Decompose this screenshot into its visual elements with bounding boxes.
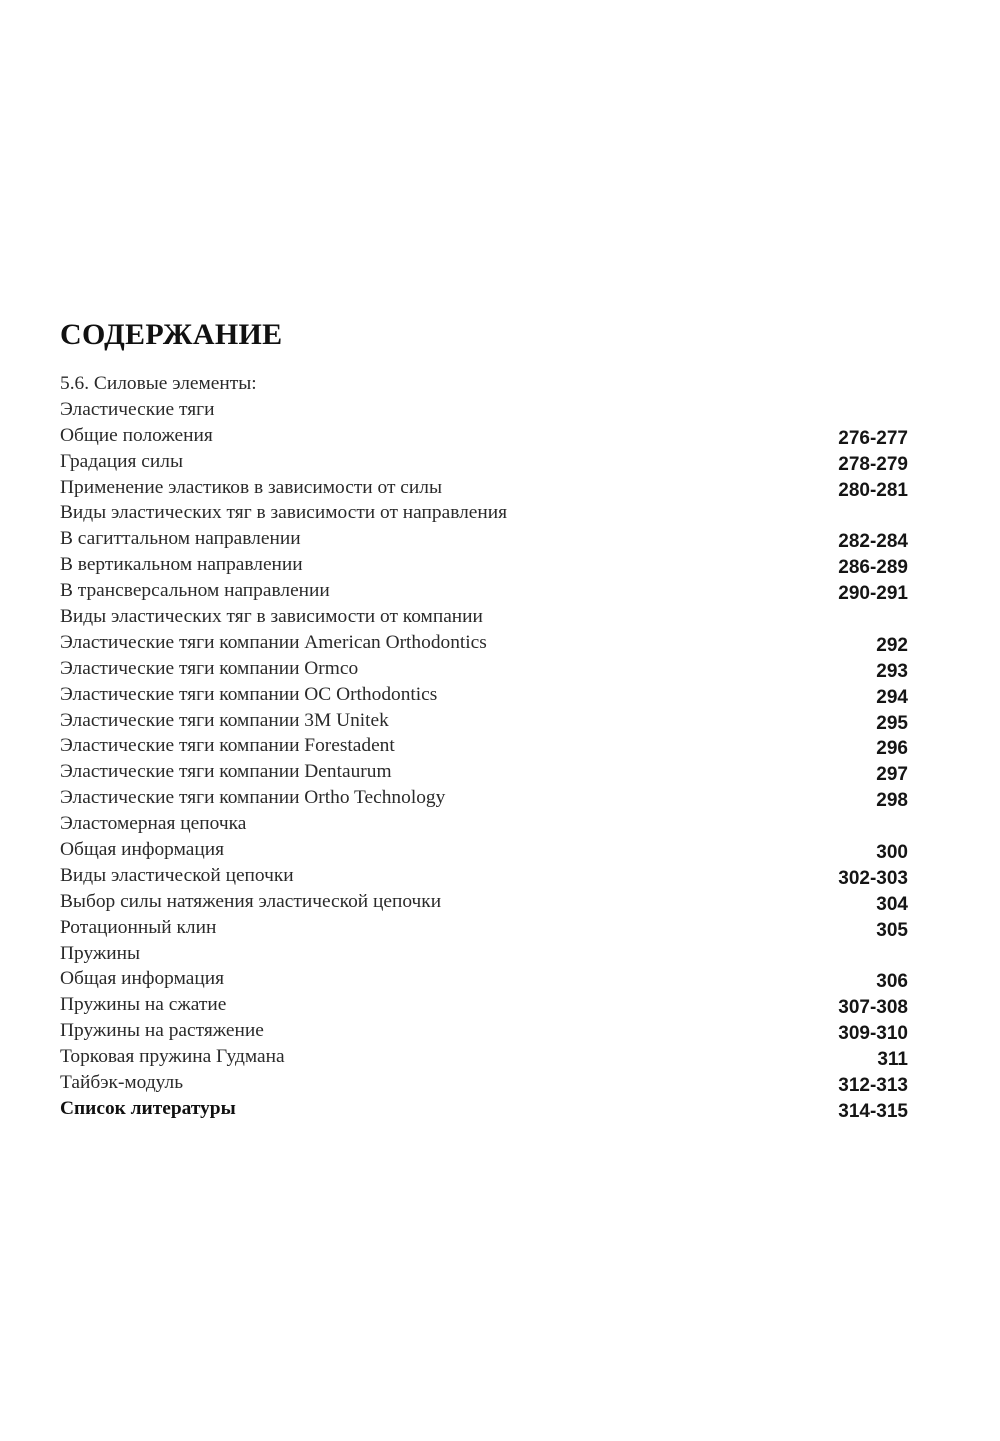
toc-entry xyxy=(60,449,908,475)
toc-entry-page: 292 xyxy=(876,634,908,656)
toc-entry-label: Эластомерная цепочка xyxy=(60,813,247,835)
toc-entry xyxy=(60,656,908,682)
toc-entry-page: 306 xyxy=(876,971,908,993)
toc-entry-label: Эластические тяги компании American Orthodontics xyxy=(60,631,487,653)
toc-entry-label: Торковая пружина Гудмана xyxy=(60,1046,285,1068)
toc-entry-page: 276-277 xyxy=(838,427,908,449)
toc-entry xyxy=(60,863,908,889)
toc-entry xyxy=(60,708,908,734)
toc-entry xyxy=(60,526,908,552)
toc-entry-page: 290-291 xyxy=(838,583,908,605)
toc-entry-label: Общие положения xyxy=(60,424,213,446)
toc-entry xyxy=(60,941,908,967)
toc-entry xyxy=(60,552,908,578)
toc-entry-label: Общая информация xyxy=(60,968,225,990)
toc-entry xyxy=(60,371,908,397)
toc-entry xyxy=(60,889,908,915)
toc-entry xyxy=(60,682,908,708)
toc-entry xyxy=(60,837,908,863)
toc-entry-label: Эластические тяги компании Ortho Technology xyxy=(60,787,446,809)
toc-entry-page: 297 xyxy=(876,764,908,786)
toc-entry-page: 311 xyxy=(877,1049,908,1071)
toc-entry-label: Пружины xyxy=(60,942,141,964)
toc-entry-label: Выбор силы натяжения эластической цепочки xyxy=(60,890,442,912)
toc-entry-page: 296 xyxy=(876,738,908,760)
toc-entry xyxy=(60,630,908,656)
toc-entry-label: Эластические тяги компании Ormco xyxy=(60,657,359,679)
toc-entry-label: Эластические тяги xyxy=(60,398,215,420)
toc-entry-page: 294 xyxy=(876,686,908,708)
toc-entry-page: 293 xyxy=(876,660,908,682)
toc-entry-page: 302-303 xyxy=(838,867,908,889)
toc-entry-page: 304 xyxy=(876,893,908,915)
toc-entry-label: Виды эластической цепочки xyxy=(60,864,294,886)
toc-entry xyxy=(60,1044,908,1070)
toc-entry-page: 300 xyxy=(876,842,908,864)
toc-entry-page: 295 xyxy=(876,712,908,734)
toc-entry xyxy=(60,966,908,992)
toc-entry xyxy=(60,759,908,785)
toc-entry-label: Эластические тяги компании OC Orthodontics xyxy=(60,683,438,705)
toc-entry-page: 278-279 xyxy=(838,453,908,475)
toc-entry-page: 312-313 xyxy=(838,1075,908,1097)
toc-entry xyxy=(60,604,908,630)
toc-entry-label: Применение эластиков в зависимости от силы xyxy=(60,476,442,498)
toc-entry-label: Виды эластических тяг в зависимости от направления xyxy=(60,502,508,524)
toc-entry-page: 314-315 xyxy=(838,1100,908,1122)
toc-entry-page: 280-281 xyxy=(838,479,908,501)
toc-entry-page: 286-289 xyxy=(838,557,908,579)
toc-entry xyxy=(60,423,908,449)
toc-entry xyxy=(60,397,908,423)
toc-entry-label: Эластические тяги компании Forestadent xyxy=(60,735,395,757)
toc-entry xyxy=(60,475,908,501)
toc-entry-page: 282-284 xyxy=(838,531,908,553)
toc-entry xyxy=(60,500,908,526)
toc-entry xyxy=(60,1070,908,1096)
toc-entry-label: В сагиттальном направлении xyxy=(60,528,301,550)
toc-entry xyxy=(60,992,908,1018)
toc-entry-label: Пружины на сжатие xyxy=(60,994,227,1016)
toc-entry xyxy=(60,915,908,941)
toc-entry-page: 309-310 xyxy=(838,1023,908,1045)
toc-entry-page: 305 xyxy=(876,919,908,941)
toc-entry-label: Список литературы xyxy=(60,1097,236,1119)
toc-entry-label: Пружины на растяжение xyxy=(60,1020,264,1042)
toc-entry xyxy=(60,811,908,837)
toc-entry-label: Общая информация xyxy=(60,839,225,861)
toc-entry xyxy=(60,785,908,811)
toc-entry-page: 298 xyxy=(876,790,908,812)
toc-entry-label: Виды эластических тяг в зависимости от компании xyxy=(60,606,483,628)
toc-entry-label: Градация силы xyxy=(60,450,183,472)
toc-entry-label: В трансверсальном направлении xyxy=(60,580,330,602)
toc-entry xyxy=(60,733,908,759)
toc-entry-label: Ротационный клин xyxy=(60,916,217,938)
toc-entry xyxy=(60,578,908,604)
toc-entry-label: Тайбэк-модуль xyxy=(60,1072,184,1094)
toc-entry-label: 5.6. Силовые элементы: xyxy=(60,373,257,394)
toc-entry-label: Эластические тяги компании Dentaurum xyxy=(60,761,392,783)
page-title: СОДЕРЖАНИЕ xyxy=(60,318,283,351)
toc-entry xyxy=(60,1018,908,1044)
toc-entry-page: 307-308 xyxy=(838,997,908,1019)
table-of-contents xyxy=(60,371,908,1122)
toc-entry-label: В вертикальном направлении xyxy=(60,554,303,576)
toc-entry-bibliography xyxy=(60,1096,908,1122)
toc-entry-label: Эластические тяги компании 3M Unitek xyxy=(60,709,389,731)
